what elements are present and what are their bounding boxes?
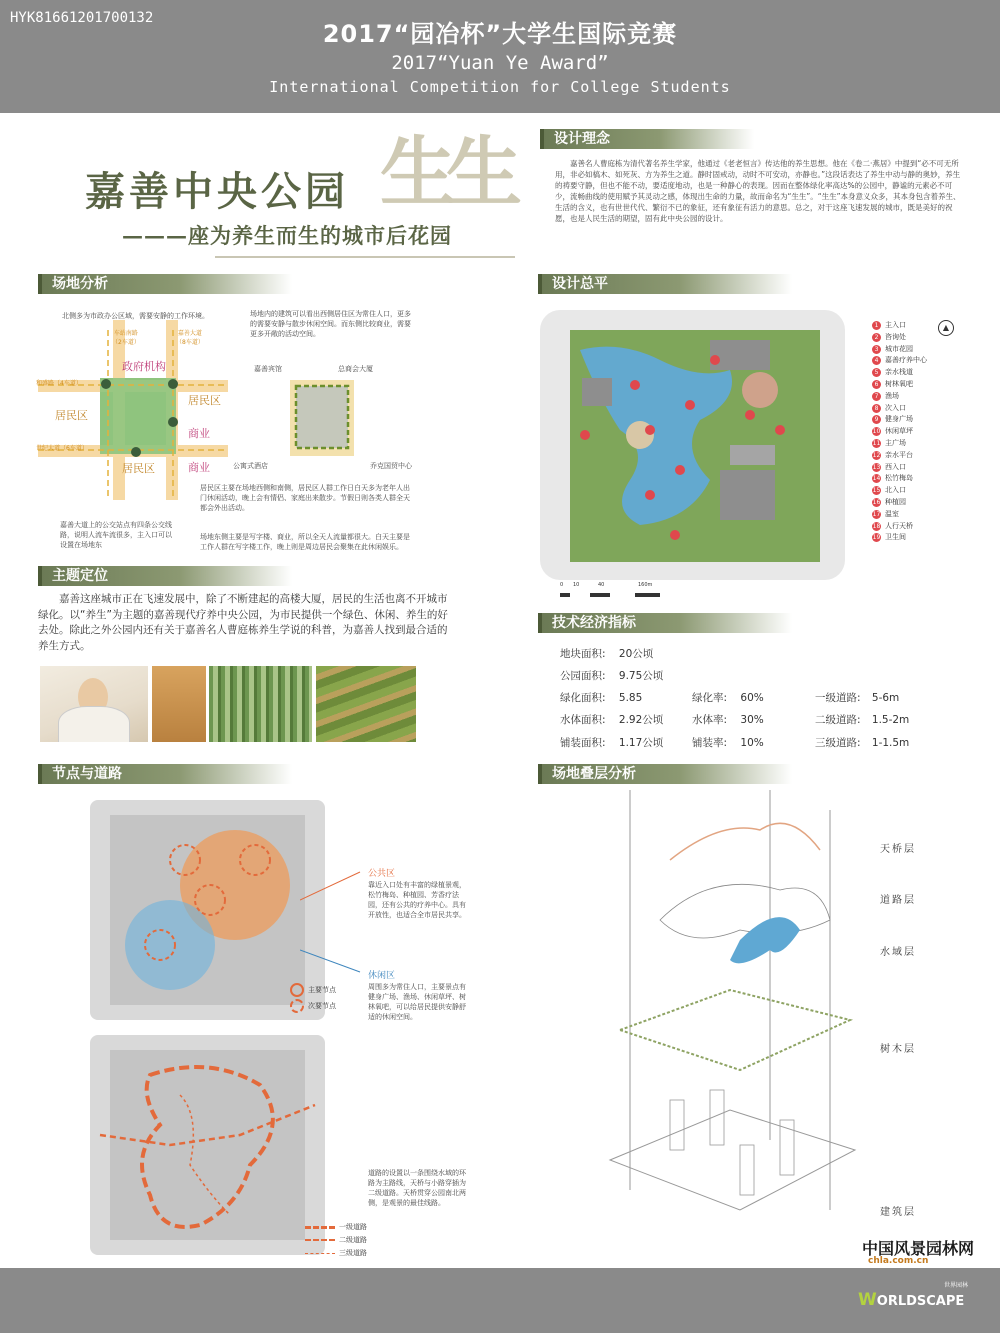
map-building <box>720 470 775 520</box>
layer-trees <box>620 990 850 1070</box>
map-plaza <box>742 372 778 408</box>
label-road-top2: 嘉善大道 （8车道） <box>176 330 204 346</box>
legend-item: 3 城市花园 <box>872 344 952 356</box>
tech-water-rate: 水体率: 30% <box>692 714 764 726</box>
legend-item: 5 亲水栈道 <box>872 367 952 379</box>
main-node-key: 主要节点 <box>290 983 336 997</box>
theme-text: 嘉善这座城市正在飞速发展中，除了不断建起的高楼大厦，居民的生活也离不开城市绿化。以“养生”为主题的嘉善现代疗养中央公园，为市民提供一个绿色、休闲、养生的好去处。除此之外公园内还有关于嘉善名人曹庭栋养生学说的科普，为嘉善人找到最合适的养生方式。 <box>38 593 448 652</box>
layer-water <box>730 917 800 963</box>
tech-road1: 一级道路: 5-6m <box>815 692 900 704</box>
road1-key: 一级道路 <box>305 1222 367 1232</box>
bus-stop-icon <box>101 379 111 389</box>
layer-buildings <box>610 1110 855 1210</box>
bus-stop-icon <box>168 379 178 389</box>
site-diagram-2 <box>288 378 360 460</box>
sub-node-key: 次要节点 <box>290 999 336 1013</box>
layer-stack-diagram <box>590 790 870 1220</box>
site-note-res: 居民区主要在场地西侧和南侧，居民区人群工作日白天多为老年人出门休闲活动，晚上会有情侣、家庭出来散步。节假日则各类人群全天都会外出活动。 <box>200 484 410 512</box>
diag2-bl: 公寓式酒店 <box>233 462 268 470</box>
label-road-top1: 车站南路 （2车道） <box>112 330 140 346</box>
leisure-zone-title: 休闲区 <box>368 971 396 981</box>
master-plan-map <box>540 310 845 580</box>
site-note-top: 北侧多为市政办公区域，需要安静的工作环境。 <box>62 312 209 320</box>
section-nodes-roads: 节点与道路 <box>38 764 292 784</box>
tech-paved-area: 铺装面积: 1.17公顷 <box>560 737 664 749</box>
site-note-bus: 嘉善大道上的公交站点有四条公交线路，说明人流车流很多，主入口可以设置在场地东 <box>60 521 172 549</box>
legend-item: 10 休闲草坪 <box>872 427 913 436</box>
label-commerce-1: 商业 <box>188 427 210 440</box>
north-arrow-icon: ▲ <box>938 320 954 336</box>
competition-title-en: 2017“Yuan Ye Award” <box>391 52 609 74</box>
competition-subtitle-en: International Competition for College Students <box>269 78 731 96</box>
bg-characters: 生生 <box>380 128 512 217</box>
tech-road2: 二级道路: 1.5-2m <box>815 714 910 726</box>
road-text: 道路的设置以一条围绕水域的环路为主路线，天桥与小路穿插为二级道路。天桥贯穿公园南北两侧，是观景的最佳线路。 <box>368 1169 466 1207</box>
footer-bar <box>0 1268 1000 1333</box>
legend-item: 6 树林氧吧 <box>872 379 952 391</box>
title-rule <box>215 256 515 258</box>
legend-item: 9 健身广场 <box>872 414 952 426</box>
theme-image-fields <box>316 666 416 742</box>
tech-green-area: 绿化面积: 5.85 <box>560 692 643 704</box>
legend-item: 14 松竹梅岛 <box>872 474 913 483</box>
map-building <box>582 378 612 406</box>
legend-item: 15 北入口 <box>872 486 906 495</box>
theme-image-bamboo <box>209 666 312 742</box>
label-res-right: 居民区 <box>188 394 221 407</box>
poster-subtitle: ———座为养生而生的城市后花园 <box>122 223 452 248</box>
chla-url: chla.com.cn <box>868 1256 929 1266</box>
diag2-tl: 嘉善宾馆 <box>254 365 282 373</box>
tech-paved-rate: 铺装率: 10% <box>692 737 764 749</box>
scale-tick-3: 160m <box>638 582 653 588</box>
legend-item: 7 渔场 <box>872 391 952 403</box>
diag2-br: 乔克国贸中心 <box>370 462 412 470</box>
label-gov: 政府机构 <box>122 360 166 373</box>
map-building <box>710 340 770 370</box>
layer-label-water: 水域层 <box>880 947 916 958</box>
label-commerce-2: 商业 <box>188 461 210 474</box>
bus-stop-icon <box>168 417 178 427</box>
label-res-bottom: 居民区 <box>122 462 155 475</box>
map-building <box>730 445 775 465</box>
legend-item: 17 温室 <box>872 509 899 518</box>
theme-image-book <box>152 666 206 742</box>
section-design-concept: 设计理念 <box>540 129 754 149</box>
layer-label-bridge: 天桥层 <box>880 844 916 855</box>
section-layers: 场地叠层分析 <box>538 764 792 784</box>
layer-road <box>660 884 830 938</box>
layer-label-trees: 树木层 <box>880 1044 916 1055</box>
legend-item: 16 种植园 <box>872 497 906 506</box>
scale-tick-2: 40 <box>598 582 605 588</box>
layer-label-road: 道路层 <box>880 895 916 906</box>
label-road-left2: 世纪大道（6车道） <box>36 445 88 452</box>
entry-id: HYK81661201700132 <box>10 10 154 26</box>
label-road-left1: 和盛路（4车道） <box>36 380 82 387</box>
theme-image-portrait <box>40 666 148 742</box>
worldscape-brand-cn: 世界园林 <box>944 1282 969 1289</box>
road2-key: 二级道路 <box>305 1235 367 1245</box>
roads-map <box>90 1035 325 1255</box>
site-note-right: 场地内的建筑可以看出西侧居住区为常住人口，更多的需要安静与散步休闲空间。而东侧比较商业，需要更多开敞的活动空间。 <box>250 310 411 338</box>
legend-item: 13 西入口 <box>872 462 906 471</box>
legend-item: 19 卫生间 <box>872 533 906 542</box>
site-note-east: 场地东侧主要是写字楼、商业，所以全天人流量都很大。白天主要是工作人群在写字楼工作，晚上则是周边居民会聚集在此休闲娱乐。 <box>200 533 410 551</box>
tech-green-rate: 绿化率: 60% <box>692 692 764 704</box>
worldscape-w-icon: W <box>858 1290 877 1310</box>
section-master-plan: 设计总平 <box>538 274 792 294</box>
section-tech: 技术经济指标 <box>538 613 792 633</box>
section-theme: 主题定位 <box>38 566 292 586</box>
scale-tick-1: 10 <box>573 582 580 588</box>
chla-logo-text: 中国风景园林网 <box>862 1239 975 1258</box>
public-zone-text: 靠近入口处有丰富的绿植景观，松竹梅岛、种植园、芳香疗法园，还有公共的疗养中心。具有开放性，也适合全市居民共享。 <box>368 881 466 919</box>
road3-key: 三级道路 <box>305 1248 367 1258</box>
plan-legend <box>872 320 952 544</box>
legend-item: 4 嘉善疗养中心 <box>872 355 952 367</box>
design-concept-text: 嘉善名人曹庭栋为清代著名养生学家，他通过《老老恒言》传达他的养生思想。他在《卷二·燕居》中提到“必不可无所用，非必如槁木、如死灰、方为养生之道。静时固戒动，动时不可安动，亦静也。”这段话表达了养生中动与静的奥妙，养生的祷要守静，但也不能不动，要适度地动，也是一种静心的表现。因而在整体绿化率高达%的公园中，静谧的元素必不可少，流畅曲线的使用赋予其灵动之感，体现出生命的力量，故而命名为“生生”。“生生”本身意义众多，其本身包含着养生、生活的含义，也有世世代代、繁衍不已的象征，还有象征有活力的意思。总之，对于这座飞速发展的城市，既是美好的祝愿，也是人民生活的期望，固有此中央公园的设计。 <box>555 159 961 223</box>
legend-item: 8 次入口 <box>872 403 952 415</box>
bus-stop-icon <box>131 447 141 457</box>
leisure-zone-text: 周围多为常住人口，主要景点有健身广场、渔场、休闲草坪、树林氧吧，可以给居民提供安静舒适的休闲空间。 <box>368 983 466 1021</box>
tech-park-area: 公园面积: 9.75公顷 <box>560 670 664 682</box>
legend-item: 18 人行天桥 <box>872 521 913 530</box>
diag2-tr: 总商会大厦 <box>338 365 373 373</box>
worldscape-logo: WORLDSCAPE <box>858 1290 965 1310</box>
legend-item: 11 主广场 <box>872 438 906 447</box>
layer-label-buildings: 建筑层 <box>880 1207 916 1218</box>
poster-title: 嘉善中央公园 <box>85 168 349 215</box>
legend-item: 2 咨询处 <box>872 332 952 344</box>
scale-tick-0: 0 <box>560 582 564 588</box>
header-bar <box>0 0 1000 113</box>
tech-land-area: 地块面积: 20公顷 <box>560 648 654 660</box>
competition-title-cn: 2017“园冶杯”大学生国际竞赛 <box>322 20 678 48</box>
section-site-analysis: 场地分析 <box>38 274 292 294</box>
layer-bridge <box>670 823 820 860</box>
legend-item: 1 主入口 <box>872 320 952 332</box>
label-res-left: 居民区 <box>55 409 88 422</box>
tech-road3: 三级道路: 1-1.5m <box>815 737 910 749</box>
legend-item: 12 亲水平台 <box>872 450 913 459</box>
tech-water-area: 水体面积: 2.92公顷 <box>560 714 664 726</box>
public-zone-title: 公共区 <box>368 869 396 879</box>
